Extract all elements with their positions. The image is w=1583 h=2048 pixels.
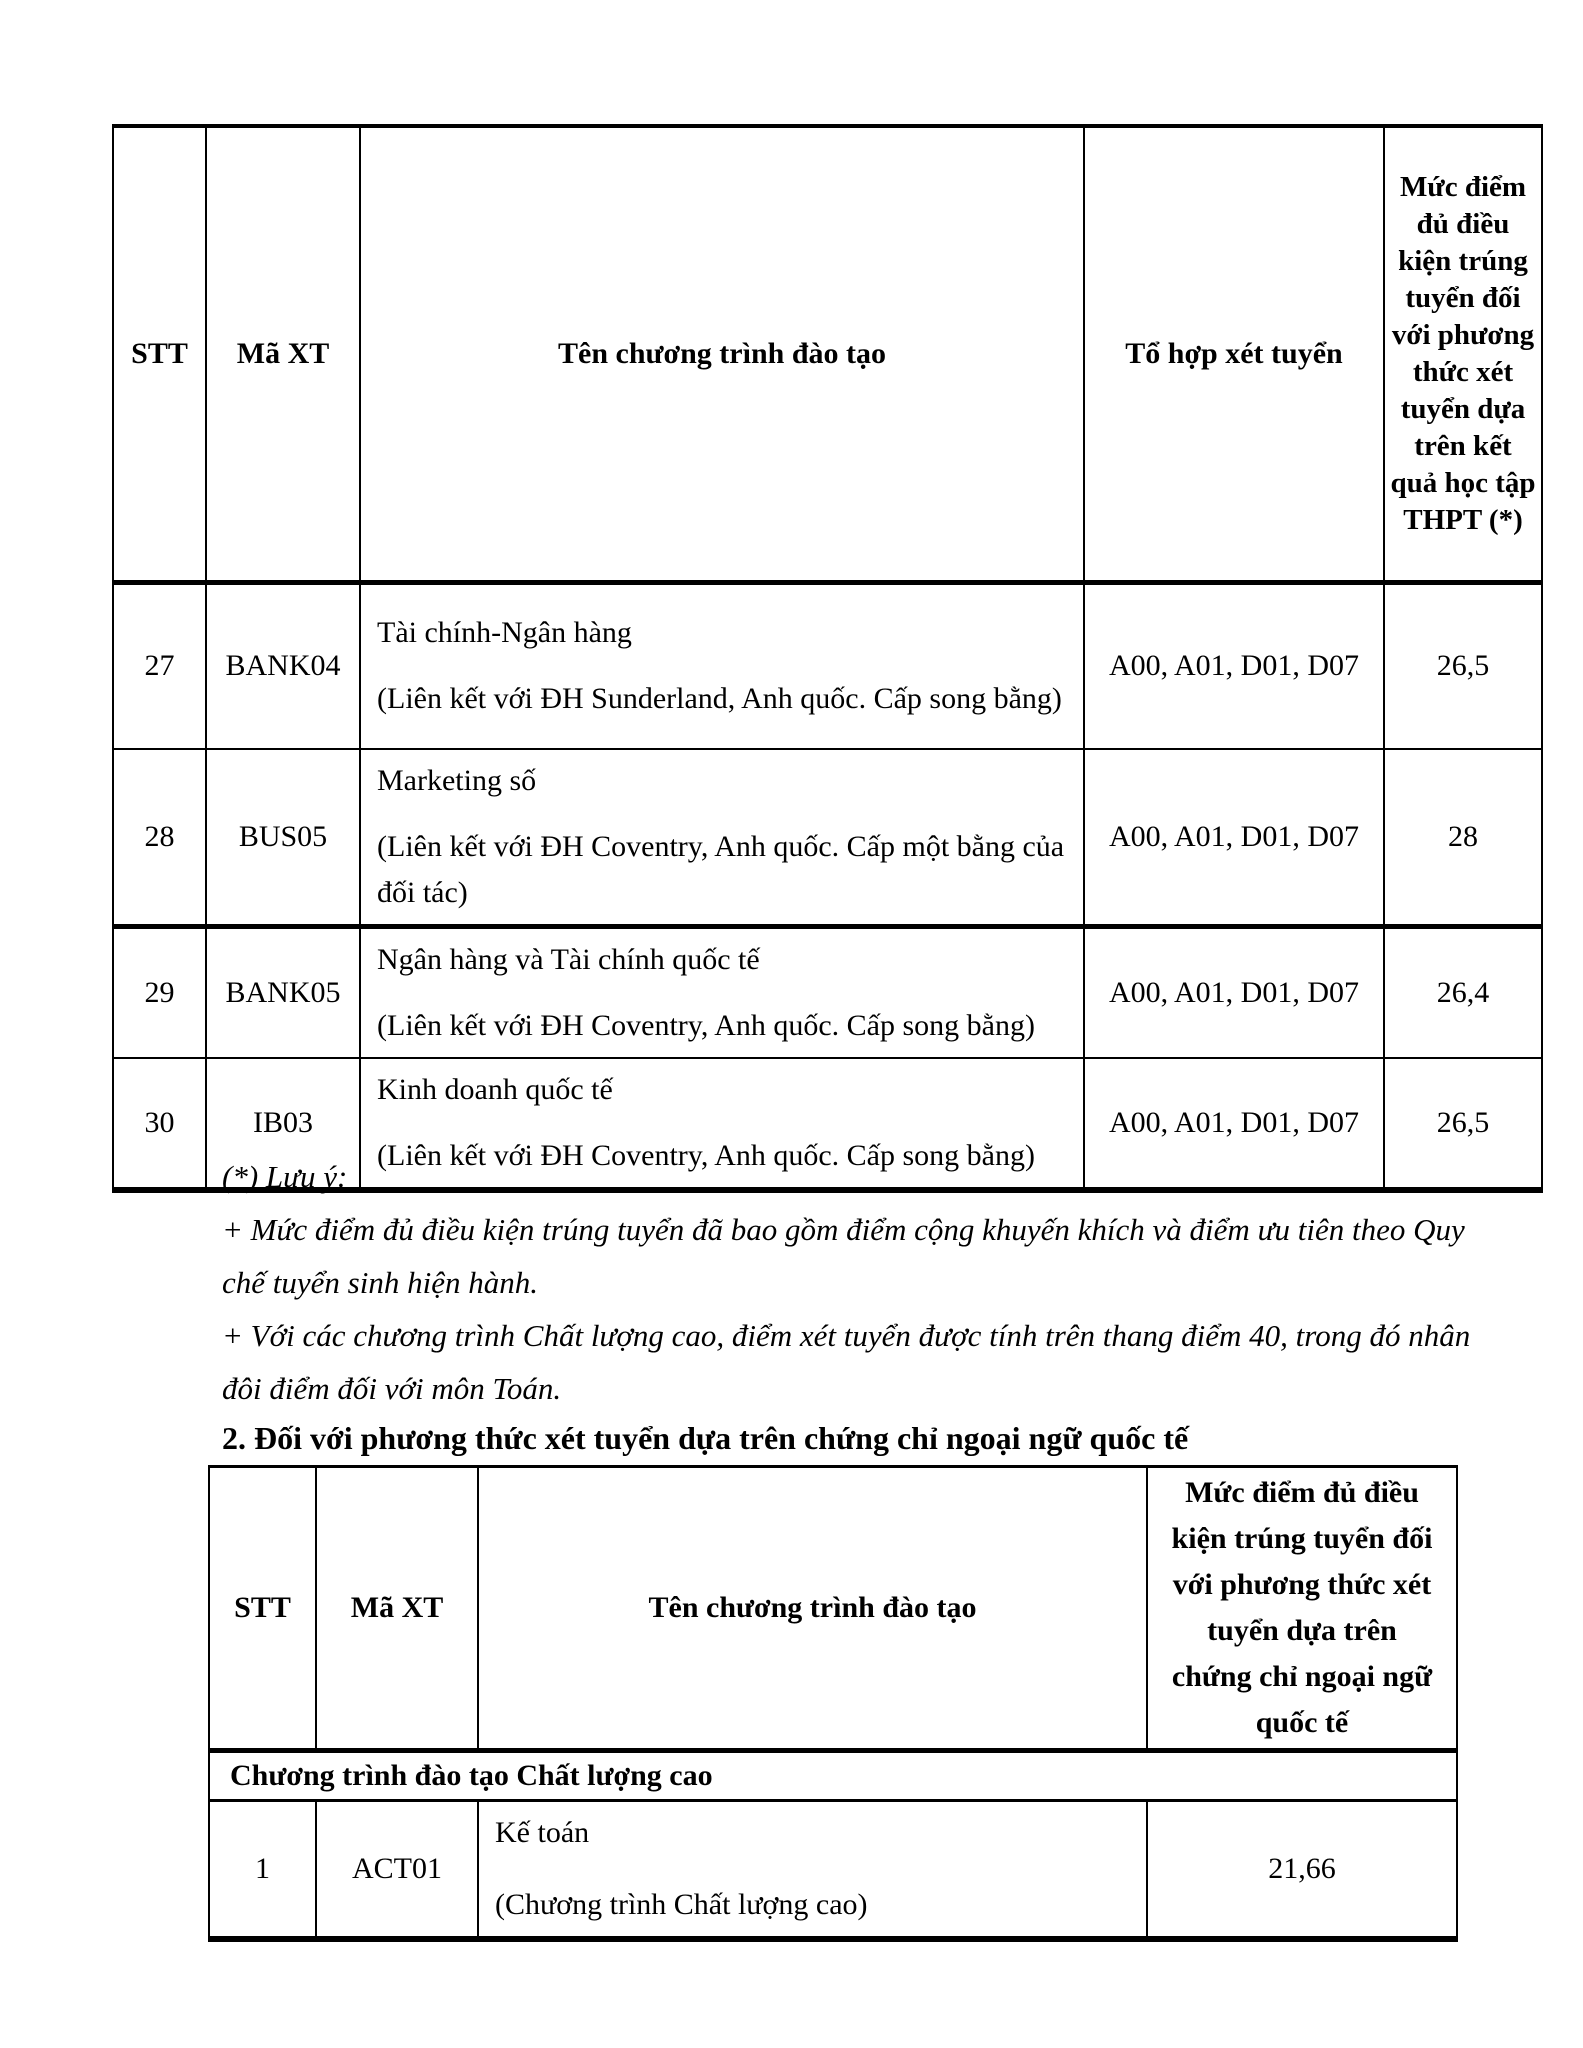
col-header-program-name: Tên chương trình đào tạo [478,1467,1147,1751]
score-cell: 26,5 [1384,1058,1542,1190]
table-row [113,749,1542,927]
combination-cell: A00, A01, D01, D07 [1084,1058,1384,1190]
program-title: Marketing số [377,764,537,797]
program-name-cell [360,582,1084,749]
stt-cell: 29 [113,927,206,1059]
table-row [113,927,1542,1059]
col-header-program-name: Tên chương trình đào tạo [360,126,1084,582]
footnote-item: + Với các chương trình Chất lượng cao, điểm xét tuyển được tính trên thang điểm 40, trong đó nhân đôi điểm đối với môn Toán. [222,1318,1471,1406]
code-cell: BANK04 [206,582,360,749]
program-name-cell [360,927,1084,1059]
footnote-item: + Mức điểm đủ điều kiện trúng tuyển đã bao gồm điểm cộng khuyến khích và điểm ưu tiên theo Quy chế tuyển sinh hiện hành. [222,1212,1465,1300]
program-group-row [209,1751,1457,1801]
score-cell: 26,5 [1384,582,1542,749]
col-header-score-language-cert: Mức điểm đủ điều kiện trúng tuyển đối với phương thức xét tuyển dựa trên chứng chỉ ngoại ngữ quốc tế [1147,1467,1457,1751]
code-cell: BANK05 [206,927,360,1059]
code-cell: BUS05 [206,749,360,927]
combination-cell: A00, A01, D01, D07 [1084,749,1384,927]
program-title: Ngân hàng và Tài chính quốc tế [377,943,760,976]
table-row [209,1801,1457,1940]
score-cell: 26,4 [1384,927,1542,1059]
program-title: Kinh doanh quốc tế [377,1073,613,1106]
col-header-ma-xt: Mã XT [316,1467,478,1751]
footnotes-block [222,1150,1472,1415]
code-cell: ACT01 [316,1801,478,1940]
stt-cell: 27 [113,582,206,749]
section-2-heading: 2. Đối với phương thức xét tuyển dựa trên chứng chỉ ngoại ngữ quốc tế [222,1420,1189,1456]
col-header-subject-combination: Tổ hợp xét tuyển [1084,126,1384,582]
stt-cell: 1 [209,1801,316,1940]
program-name-cell [360,749,1084,927]
code-cell: IB03 [206,1058,360,1190]
table-row [113,582,1542,749]
program-subtitle: (Liên kết với ĐH Sunderland, Anh quốc. Cấp song bằng) [377,682,1062,716]
combination-cell: A00, A01, D01, D07 [1084,582,1384,749]
table1-header-row [113,126,1542,582]
program-name-cell [478,1801,1147,1940]
program-subtitle: (Liên kết với ĐH Coventry, Anh quốc. Cấp song bằng) [377,1139,1035,1172]
table2-header-row [209,1467,1457,1751]
score-cell: 21,66 [1147,1801,1457,1940]
col-header-stt: STT [113,126,206,582]
program-title: Kế toán [495,1816,590,1849]
program-subtitle: (Chương trình Chất lượng cao) [495,1888,868,1921]
program-group-label: Chương trình đào tạo Chất lượng cao [209,1751,1457,1801]
score-cell: 28 [1384,749,1542,927]
combination-cell: A00, A01, D01, D07 [1084,927,1384,1059]
program-title: Tài chính-Ngân hàng [377,616,632,650]
admission-table-thpt-results [112,124,1543,1193]
stt-cell: 30 [113,1058,206,1190]
col-header-ma-xt: Mã XT [206,126,360,582]
col-header-stt: STT [209,1467,316,1751]
footnote-title: (*) Lưu ý: [222,1159,348,1194]
stt-cell: 28 [113,749,206,927]
program-subtitle: (Liên kết với ĐH Coventry, Anh quốc. Cấp song bằng) [377,1009,1035,1042]
col-header-score-thpt: Mức điểm đủ điều kiện trúng tuyển đối với phương thức xét tuyển dựa trên kết quả học tập THPT (*) [1384,126,1542,582]
program-subtitle: (Liên kết với ĐH Coventry, Anh quốc. Cấp một bằng của đối tác) [377,830,1065,909]
admission-table-language-certificate [208,1465,1458,1942]
